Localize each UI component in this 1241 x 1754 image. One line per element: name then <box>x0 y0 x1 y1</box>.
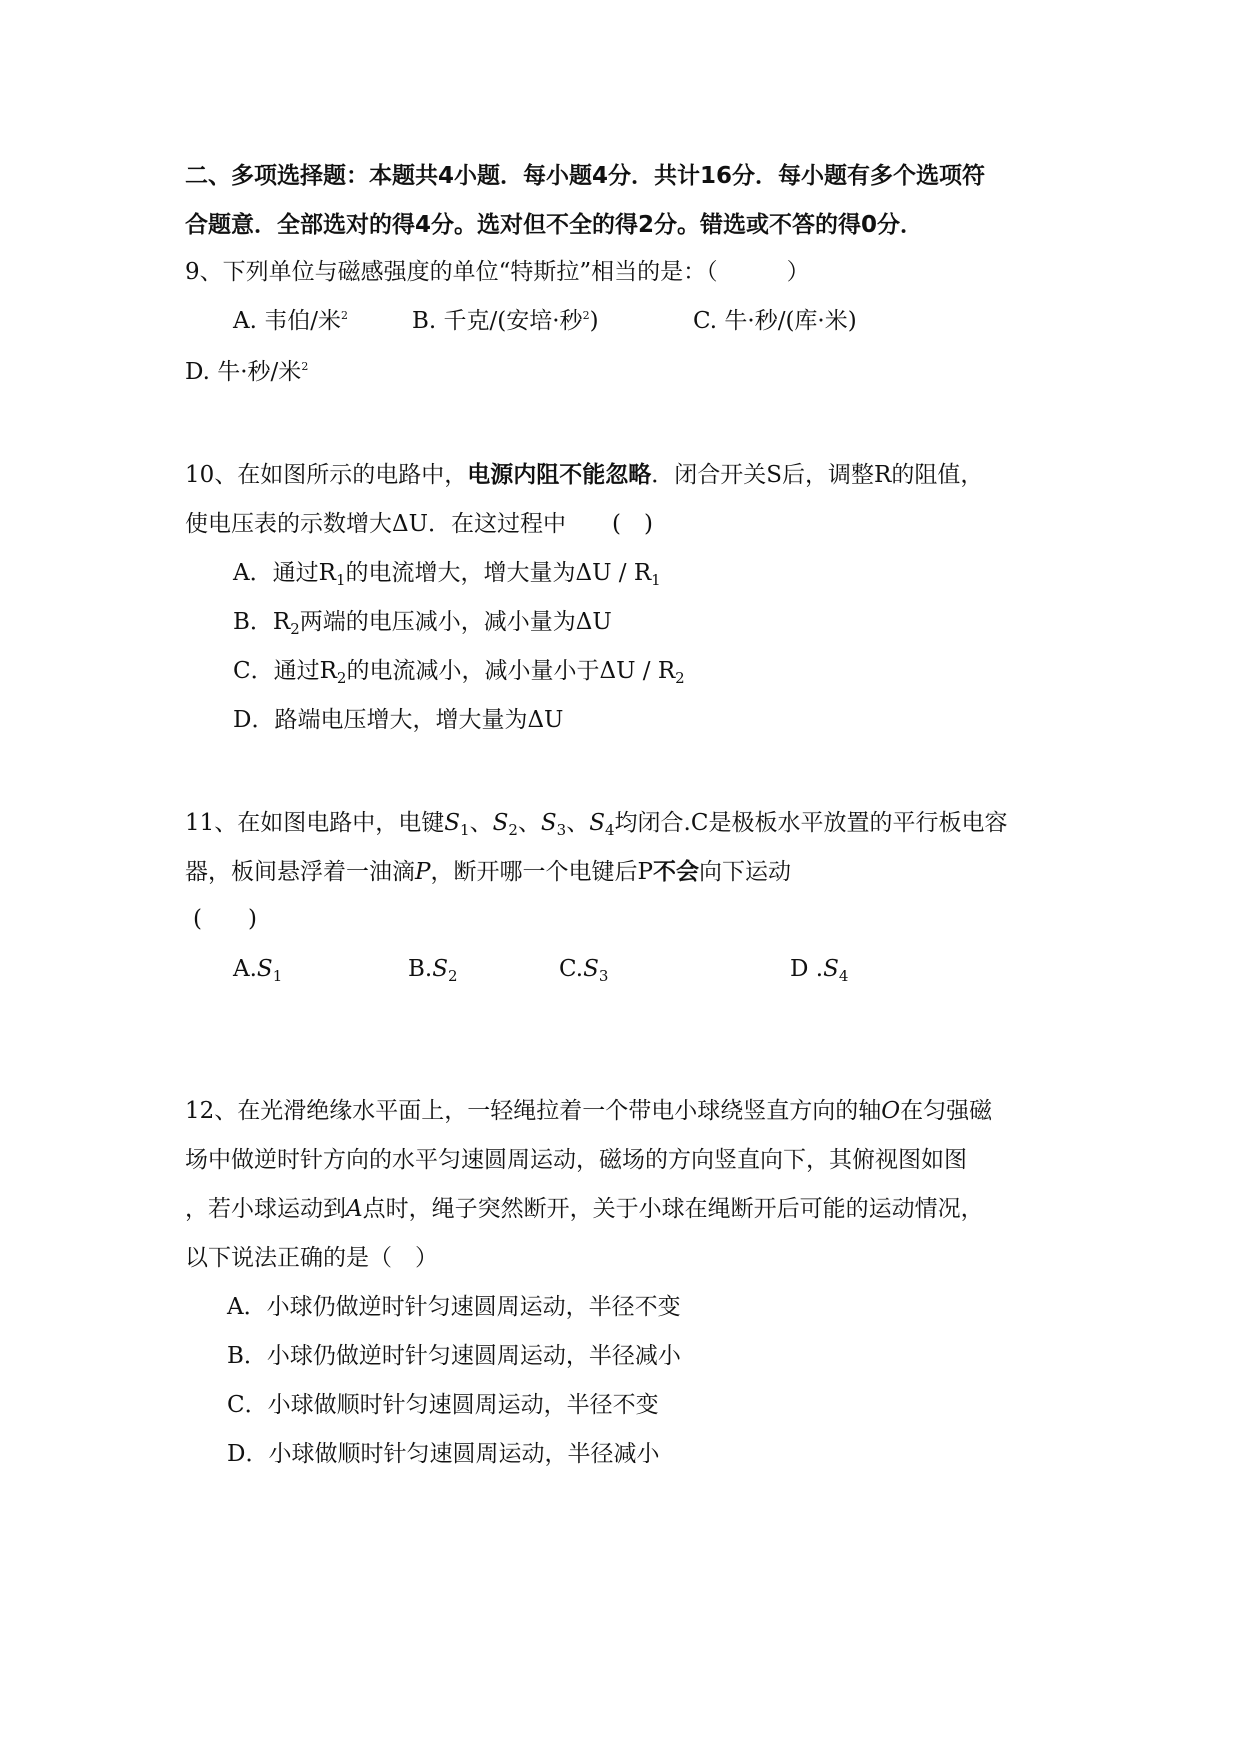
q11-stem-line2: 器，板间悬浮着一油滴P，断开哪一个电键后P不会向下运动 <box>185 859 791 885</box>
q9-option-c: C. 牛·秒/(库·米) <box>693 308 857 334</box>
q9-option-b: B. 千克/(安培·秒$^2$) <box>412 308 599 334</box>
q12-option-b: B．小球仍做逆时针匀速圆周运动，半径减小 <box>227 1343 681 1369</box>
q11-option-a: $A.S_1$ <box>233 956 283 985</box>
q10-option-a: A．通过$R_1$的电流增大，增大量为ΔU / $R_1$ <box>233 560 661 589</box>
q11-option-c: $C.S_3$ <box>559 956 609 985</box>
q12-option-c: C．小球做顺时针匀速圆周运动，半径不变 <box>227 1392 659 1418</box>
q10-stem-line2: 使电压表的示数增大ΔU．在这过程中 ( ) <box>185 511 653 537</box>
q9-option-d: D. 牛·秒/米$^2$ <box>185 359 309 385</box>
q9-stem: 9、下列单位与磁感强度的单位“特斯拉”相当的是：（ ） <box>185 259 810 285</box>
section-heading-line2: 合题意．全部选对的得4分。选对但不全的得2分。错选或不答的得0分． <box>185 212 924 238</box>
q11-stem-line1: 11、在如图电路中，电键$S_1$、$S_2$、$S_3$、$S_4$均闭合.C是极板水平放置的平行板电容 <box>185 810 1008 839</box>
section-heading-line1: 二、多项选择题：本题共4小题．每小题4分．共计16分．每小题有多个选项符 <box>185 163 986 189</box>
q10-option-d: D．路端电压增大，增大量为ΔU <box>233 707 564 733</box>
q11-option-d: D $.S_4$ <box>790 956 849 985</box>
q9-option-a: A. 韦伯/米$^2$ <box>233 308 348 334</box>
q12-stem-line1: 12、在光滑绝缘水平面上，一轻绳拉着一个带电小球绕竖直方向的轴O在匀强磁 <box>185 1098 993 1124</box>
q11-option-b: $B.S_2$ <box>408 956 458 985</box>
q12-stem-line3: ，若小球运动到A点时，绳子突然断开，关于小球在绳断开后可能的运动情况， <box>185 1196 984 1222</box>
q12-stem-line2: 场中做逆时针方向的水平匀速圆周运动，磁场的方向竖直向下，其俯视图如图 <box>185 1147 967 1173</box>
q10-option-b: B．$R_2$两端的电压减小，减小量为ΔU <box>233 609 612 638</box>
q11-answer-parens: ( ) <box>193 906 257 932</box>
q10-stem-line1: 10、在如图所示的电路中，电源内阻不能忽略．闭合开关S后，调整R的阻值， <box>185 462 984 488</box>
q12-stem-line4: 以下说法正确的是（ ） <box>185 1245 438 1271</box>
q12-option-d: D．小球做顺时针匀速圆周运动，半径减小 <box>227 1441 660 1467</box>
q10-option-c: C．通过$R_2$的电流减小，减小量小于ΔU / $R_2$ <box>233 658 685 687</box>
q12-option-a: A．小球仍做逆时针匀速圆周运动，半径不变 <box>227 1294 681 1320</box>
